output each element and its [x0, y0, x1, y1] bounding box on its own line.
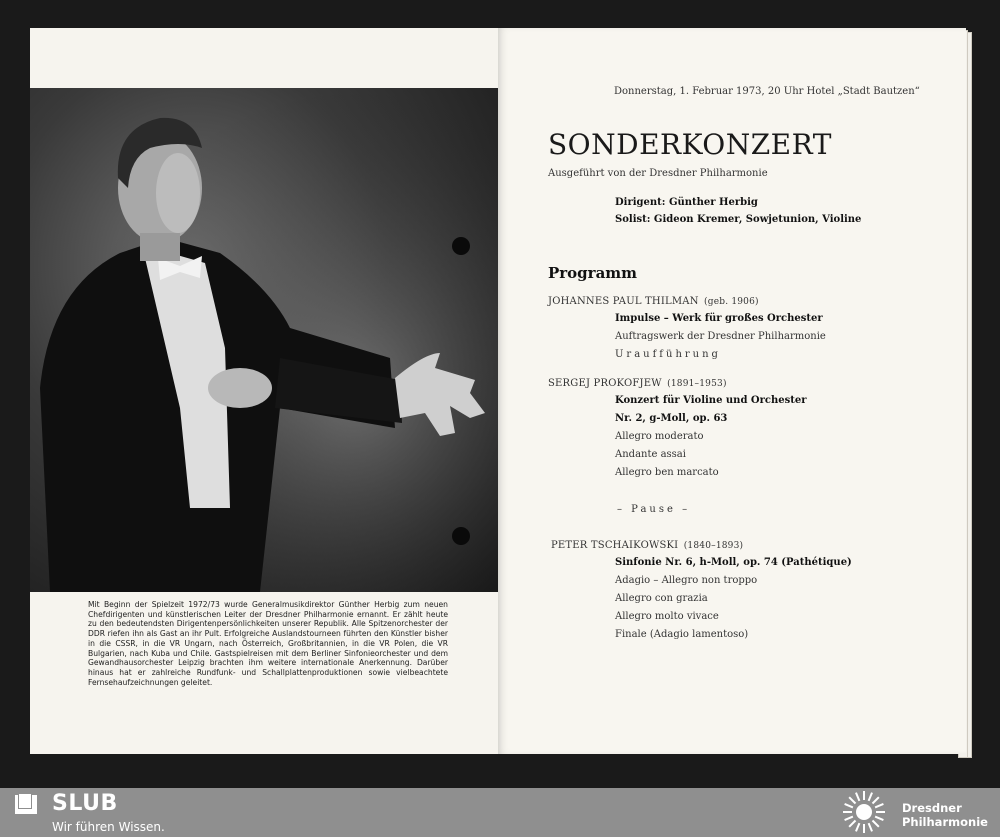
composer-name: JOHANNES PAUL THILMAN — [548, 296, 699, 307]
work-line: Adagio – Allegro non troppo — [615, 575, 758, 586]
punch-hole — [452, 237, 470, 255]
work-line: Finale (Adagio lamentoso) — [615, 629, 749, 640]
dresdner-philharmonie-logo-text[interactable] — [902, 801, 988, 829]
orchestra-name-line2: Philharmonie — [902, 815, 988, 829]
composer-name: SERGEJ PROKOFJEW — [548, 378, 662, 389]
composer-dates: (1840–1893) — [683, 541, 744, 551]
slub-book-icon[interactable] — [14, 792, 38, 816]
work-line: Allegro moderato — [615, 431, 704, 442]
work-line: Sinfonie Nr. 6, h-Moll, op. 74 (Pathétique) — [615, 557, 852, 568]
work-line: Impulse – Werk für großes Orchester — [615, 313, 823, 324]
work-line: Nr. 2, g-Moll, op. 63 — [615, 413, 728, 424]
slub-logo-text[interactable]: SLUB — [52, 791, 118, 816]
work-line: Andante assai — [615, 449, 686, 460]
program-heading: Programm — [548, 264, 638, 282]
work-line: Auftragswerk der Dresdner Philharmonie — [615, 331, 826, 342]
soloist-line: Solist: Gideon Kremer, Sowjetunion, Violine — [615, 214, 862, 225]
work-line: Konzert für Violine und Orchester — [615, 395, 807, 406]
punch-hole — [452, 527, 470, 545]
composer-line — [548, 378, 727, 389]
left-page — [30, 28, 498, 754]
composer-line — [551, 540, 743, 551]
composer-dates: (geb. 1906) — [704, 297, 759, 307]
composer-line — [548, 296, 759, 307]
conductor-biography: Mit Beginn der Spielzeit 1972/73 wurde Generalmusikdirektor Günther Herbig zum neuen Chefdirigenten und künstlerischen Leiter der Dresdner Philharmonie ernannt. Er zählt heute zu den bedeutendsten Dirigentenpersönlichkeiten unserer Republik. Alle Spitzenorchester der DDR riefen ihn als Gast an ihr Pult. Erfolgreiche Auslandstourneen führten den Künstler bisher in die CSSR, in die VR Ungarn, nach Österreich, Großbritannien, in die VR Polen, die VR Bulgarien, nach Kuba und Chile. Gastspielreisen mit dem Berliner Sinfonieorchester und dem Gewandhausorchester Leipzig brachten ihm weitere internationale Anerkennung. Darüber hinaus hat er zahlreiche Rundfunk- und Schallplattenproduktionen sowie vielbeachtete Fernsehaufzeichnungen geleitet. — [88, 600, 448, 687]
concert-date-line: Donnerstag, 1. Februar 1973, 20 Uhr Hotel „Stadt Bautzen“ — [614, 86, 920, 97]
composer-name: PETER TSCHAIKOWSKI — [551, 540, 679, 551]
work-line: Allegro molto vivace — [615, 611, 719, 622]
conductor-illustration — [30, 88, 498, 592]
viewer-footer — [0, 788, 1000, 837]
concert-subtitle: Ausgeführt von der Dresdner Philharmonie — [548, 168, 768, 179]
slub-tagline: Wir führen Wissen. — [52, 820, 165, 834]
concert-title: SONDERKONZERT — [548, 128, 832, 161]
work-line: Allegro ben marcato — [615, 467, 719, 478]
right-page — [498, 28, 966, 754]
composer-dates: (1891–1953) — [667, 379, 727, 389]
work-line: Uraufführung — [615, 349, 721, 360]
dresdner-philharmonie-sun-icon[interactable] — [842, 790, 886, 834]
conductor-line: Dirigent: Günther Herbig — [615, 197, 758, 208]
conductor-photo — [30, 88, 498, 592]
work-line: Allegro con grazia — [615, 593, 708, 604]
orchestra-name-line1: Dresdner — [902, 801, 962, 815]
intermission-line: – Pause – — [617, 504, 691, 515]
